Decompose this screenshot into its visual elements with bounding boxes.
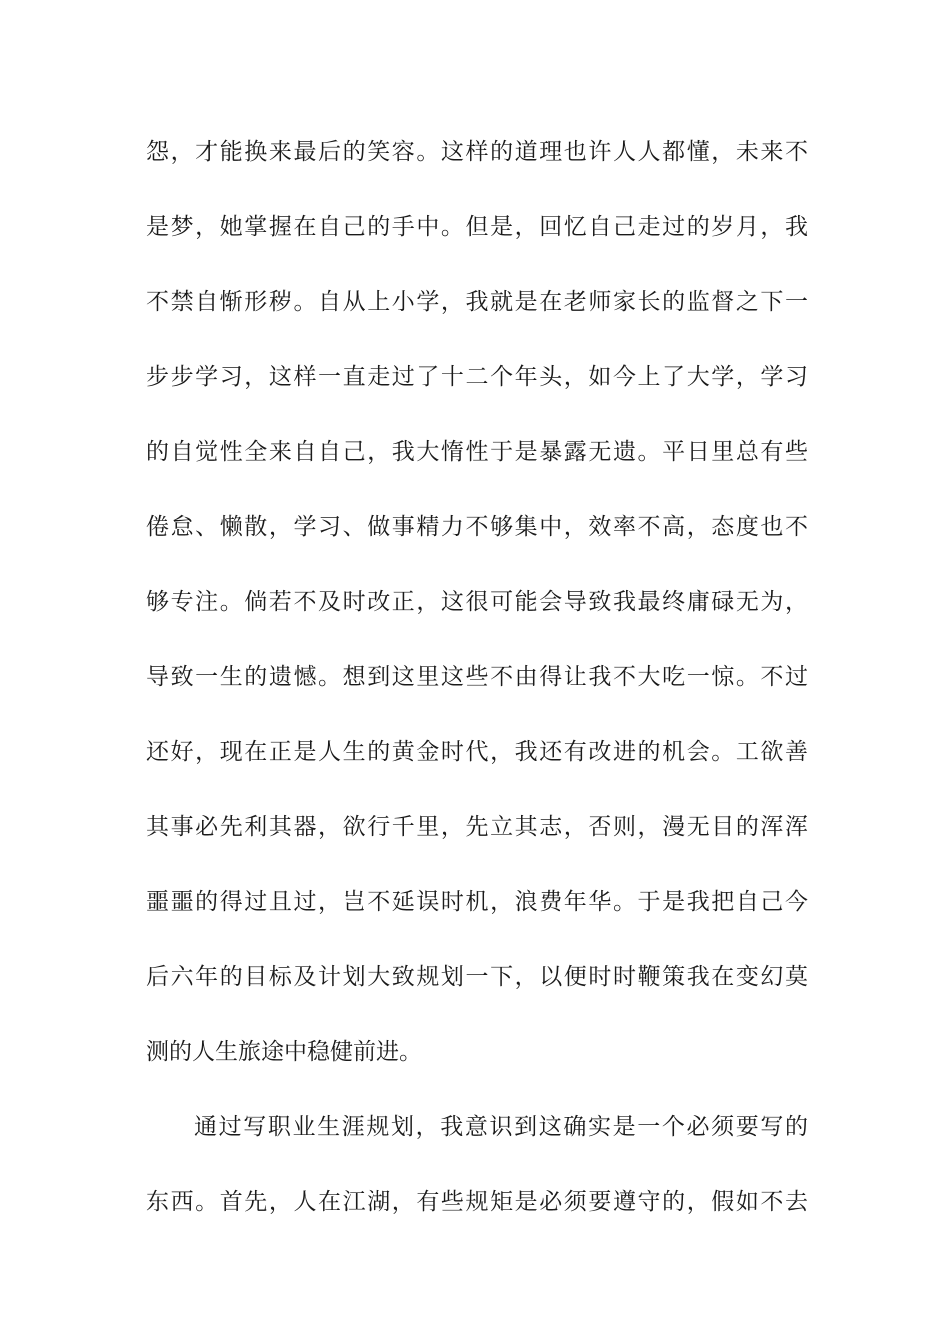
text-line: 倦怠、懒散，学习、做事精力不够集中，效率不高，态度也不 (146, 514, 808, 540)
text-line: 后六年的目标及计划大致规划一下，以便时时鞭策我在变幻莫 (146, 964, 808, 990)
text-line: 噩噩的得过且过，岂不延误时机，浪费年华。于是我把自己今 (146, 889, 808, 915)
paragraph-end-line: 测的人生旅途中稳健前进。 (146, 1039, 422, 1065)
paragraph-start-line: 通过写职业生涯规划，我意识到这确实是一个必须要写的 (194, 1114, 808, 1140)
text-line: 还好，现在正是人生的黄金时代，我还有改进的机会。工欲善 (146, 739, 808, 765)
text-line: 怨，才能换来最后的笑容。这样的道理也许人人都懂，未来不 (146, 139, 808, 165)
text-line: 的自觉性全来自自己，我大惰性于是暴露无遗。平日里总有些 (146, 439, 808, 465)
text-line: 导致一生的遗憾。想到这里这些不由得让我不大吃一惊。不过 (146, 664, 808, 690)
text-line: 东西。首先，人在江湖，有些规矩是必须要遵守的，假如不去 (146, 1189, 808, 1215)
text-line: 步步学习，这样一直走过了十二个年头，如今上了大学，学习 (146, 364, 808, 390)
text-line: 是梦，她掌握在自己的手中。但是，回忆自己走过的岁月，我 (146, 214, 808, 240)
body-text (146, 129, 808, 1254)
text-line: 不禁自惭形秽。自从上小学，我就是在老师家长的监督之下一 (146, 289, 808, 315)
text-line: 够专注。倘若不及时改正，这很可能会导致我最终庸碌无为， (146, 589, 808, 615)
text-line: 其事必先利其器，欲行千里，先立其志，否则，漫无目的浑浑 (146, 814, 808, 840)
